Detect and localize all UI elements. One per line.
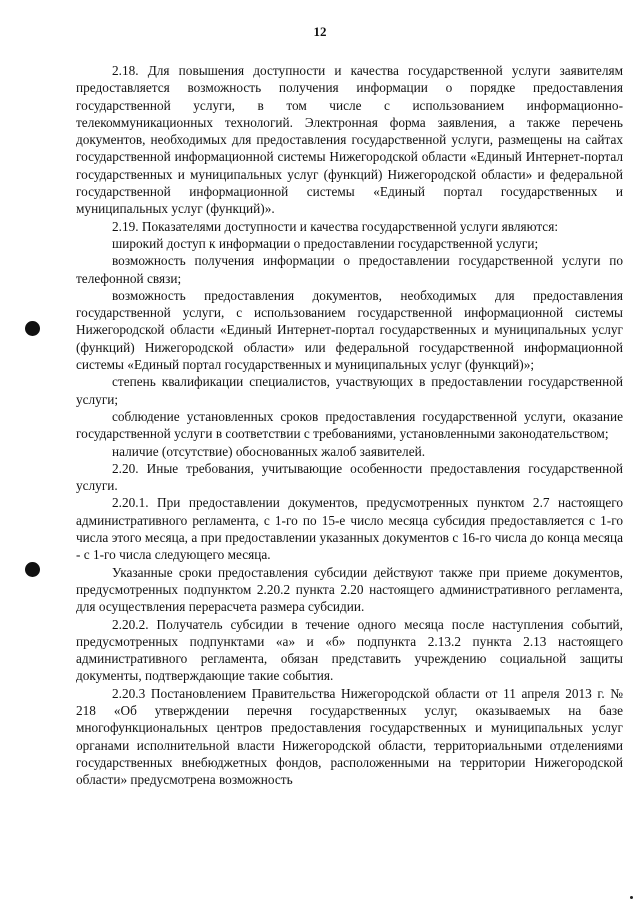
paragraph-access-info: широкий доступ к информации о предоставлении государственной услуги; <box>112 235 539 251</box>
paragraph-2-19: 2.19. Показателями доступности и качества государственной услуги являются: <box>112 218 559 234</box>
paragraph-2-20-3: 2.20.3 Постановлением Правительства Нижегородской области от 11 апреля 2013 г. № 218 «Об утверждении перечня государственных услуг, оказываемых на базе многофункциональных центров предоставления государственных и муниципальных услуг органами исполнительной власти Нижегородской области, территориальными отделениями государственных внебюджетных фондов, расположенными на территории Нижегородской области» предусмотрена возможность <box>76 685 623 788</box>
paragraph-complaints: наличие (отсутствие) обоснованных жалоб заявителей. <box>112 443 426 459</box>
paragraph-phone-info: возможность получения информации о предоставлении государственной услуги по телефонной связи; <box>76 253 623 286</box>
paragraph-qualification: степень квалификации специалистов, участвующих в предоставлении государственной услуги; <box>76 374 623 407</box>
page-number: 12 <box>313 24 327 39</box>
paragraph-recalculation: Указанные сроки предоставления субсидии действуют также при приеме документов, предусмотренных подпунктом 2.20.2 пункта 2.20 настоящего административного регламента, для осуществления перерасчета размера субсидии. <box>76 564 623 615</box>
paragraph-2-20: 2.20. Иные требования, учитывающие особенности предоставления государственной услуги. <box>76 460 623 494</box>
punch-hole-mark <box>25 562 40 577</box>
paragraph-online-docs: возможность предоставления документов, необходимых для предоставления государственной услуги, с использованием государственной информационной системы Нижегородской области «Единый Интернет-портал государственных и муниципальных услуг (функций) Нижегородской области» или федеральной государственной информационной системы «Единый портал государственных и муниципальных услуг (функций)»; <box>76 287 623 373</box>
paragraph-2-18: 2.18. Для повышения доступности и качества государственной услуги заявителям предоставляется возможность получения информации о порядке предоставления государственной услуги, в том числе с использованием информационно-телекоммуникационных технологий. Электронная форма заявления, а также перечень документов, необходимых для предоставления государственной услуги, размещены на сайтах государственной информационной системы Нижегородской области «Единый Интернет-портал государственных и муниципальных услуг (функций) Нижегородской области» и федеральной государственной информационной системы «Единый портал государственных и муниципальных услуг (функций)». <box>76 63 623 217</box>
paragraph-2-20-1: 2.20.1. При предоставлении документов, предусмотренных пунктом 2.7 настоящего административного регламента, с 1-го по 15-е число месяца субсидия предоставляется с 1-го числа этого месяца, а при предоставлении указанных документов с 16-го числа до конца месяца - с 1-го числа следующего месяца. <box>76 495 623 563</box>
paragraph-2-20-2: 2.20.2. Получатель субсидии в течение одного месяца после наступления событий, предусмотренных подпунктами «а» и «б» подпункта 2.13.2 пункта 2.13 настоящего административного регламента, обязан представить учреждению социальной защиты документы, подтверждающие такие события. <box>76 616 623 684</box>
document-body <box>76 62 623 788</box>
paragraph-deadlines: соблюдение установленных сроков предоставления государственной услуги, оказание государственной услуги в соответствии с требованиями, установленными законодательством; <box>76 408 623 442</box>
punch-hole-mark <box>25 321 40 336</box>
scan-speck <box>630 896 633 899</box>
